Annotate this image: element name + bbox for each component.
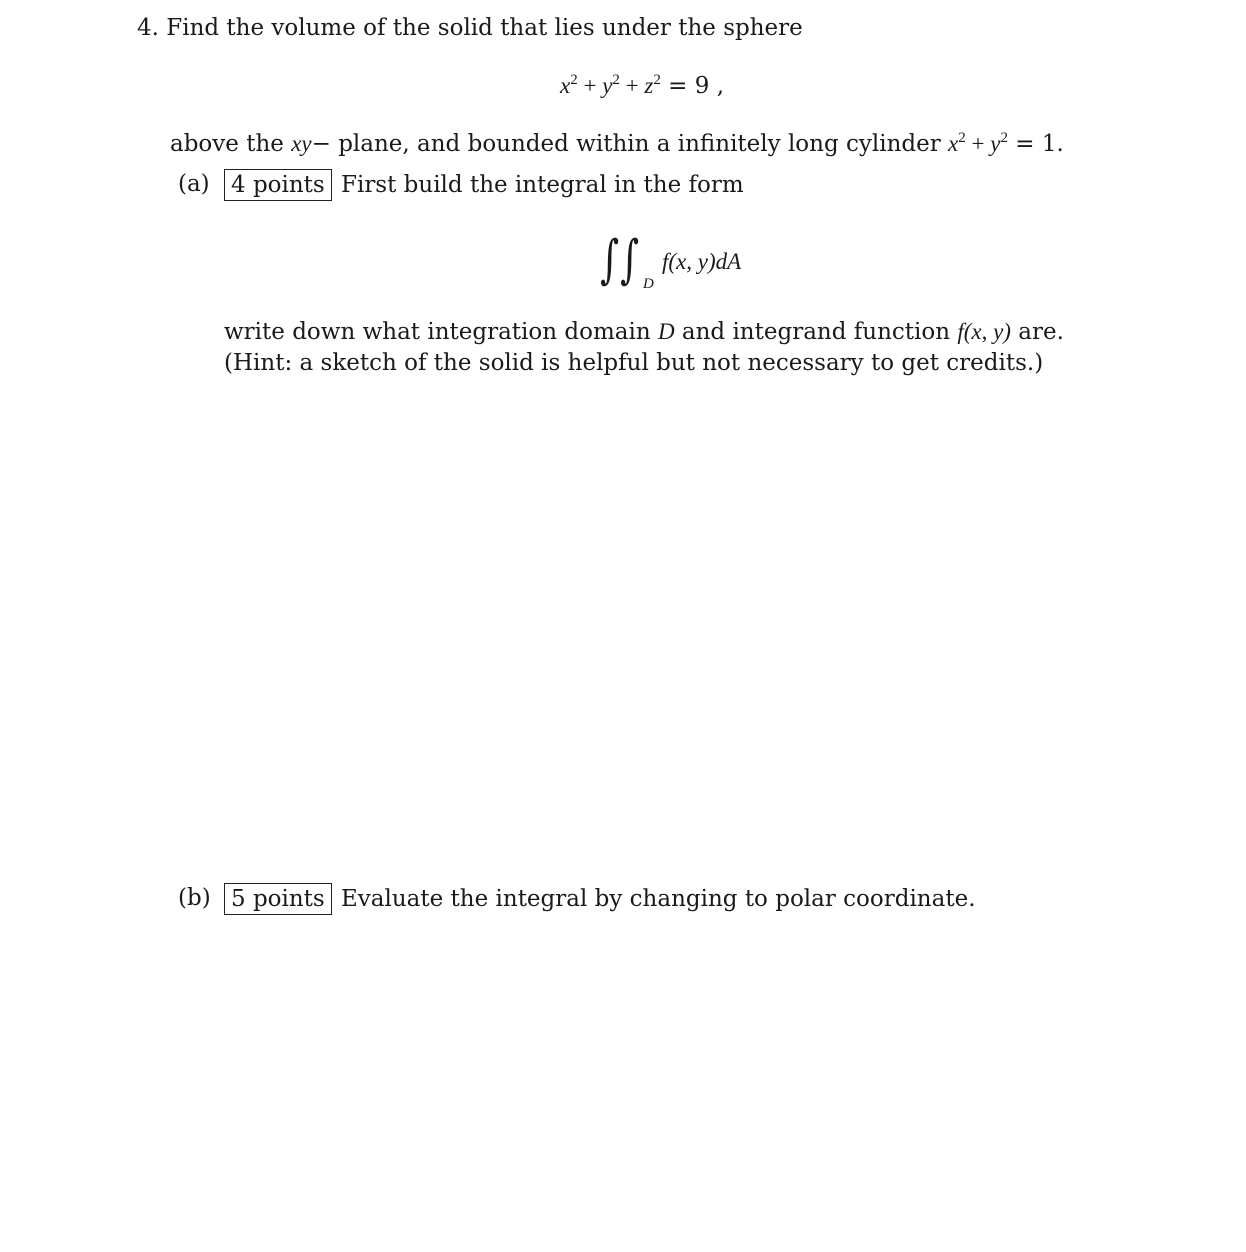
integral-sign-2: ∫ — [620, 230, 640, 290]
part-b-points-box: 5 points — [224, 883, 332, 915]
part-b-text: Evaluate the integral by changing to polar coordinate. — [341, 886, 976, 912]
problem-number: 4. — [137, 15, 159, 41]
integral-subscript: D — [643, 276, 654, 292]
xy-symbol: xy — [291, 131, 312, 156]
part-a-hint: (Hint: a sketch of the solid is helpful but not necessary to get credits.) — [224, 350, 1044, 376]
problem-intro: Find the volume of the solid that lies under the sphere — [166, 15, 803, 41]
desc-text-c: are. — [1018, 319, 1064, 345]
domain-symbol: D — [657, 319, 675, 344]
sphere-equation: $x^2 + y^2 + z^2 = 9$ , — [560, 72, 725, 99]
problem-line-2: above the xy− plane, and bounded within a infinitely long cylinder $x^2 + y^2 = 1$. — [170, 130, 1064, 157]
part-a-points-box: 4 points — [224, 169, 332, 201]
sphere-rhs: = 9 , — [668, 73, 725, 99]
double-integral — [596, 230, 796, 294]
part-a-desc-line-1 — [224, 318, 1064, 346]
part-a-label: (a) — [178, 171, 210, 197]
line2-text-b: − plane, and bounded within a infinitely long cylinder — [311, 131, 941, 157]
integrand-symbol: f(x, y) — [957, 319, 1011, 344]
part-b-label: (b) — [178, 885, 211, 911]
part-a-text: First build the integral in the form — [341, 172, 744, 198]
cylinder-rhs: = 1. — [1015, 131, 1064, 157]
part-a-header — [178, 170, 210, 198]
integrand: f(x, y)dA — [662, 249, 742, 274]
problem-statement — [137, 14, 803, 42]
line2-text-a: above the — [170, 131, 284, 157]
desc-text-a: write down what integration domain — [224, 319, 651, 345]
desc-text-b: and integrand function — [681, 319, 951, 345]
integral-sign-1: ∫ — [600, 230, 620, 290]
